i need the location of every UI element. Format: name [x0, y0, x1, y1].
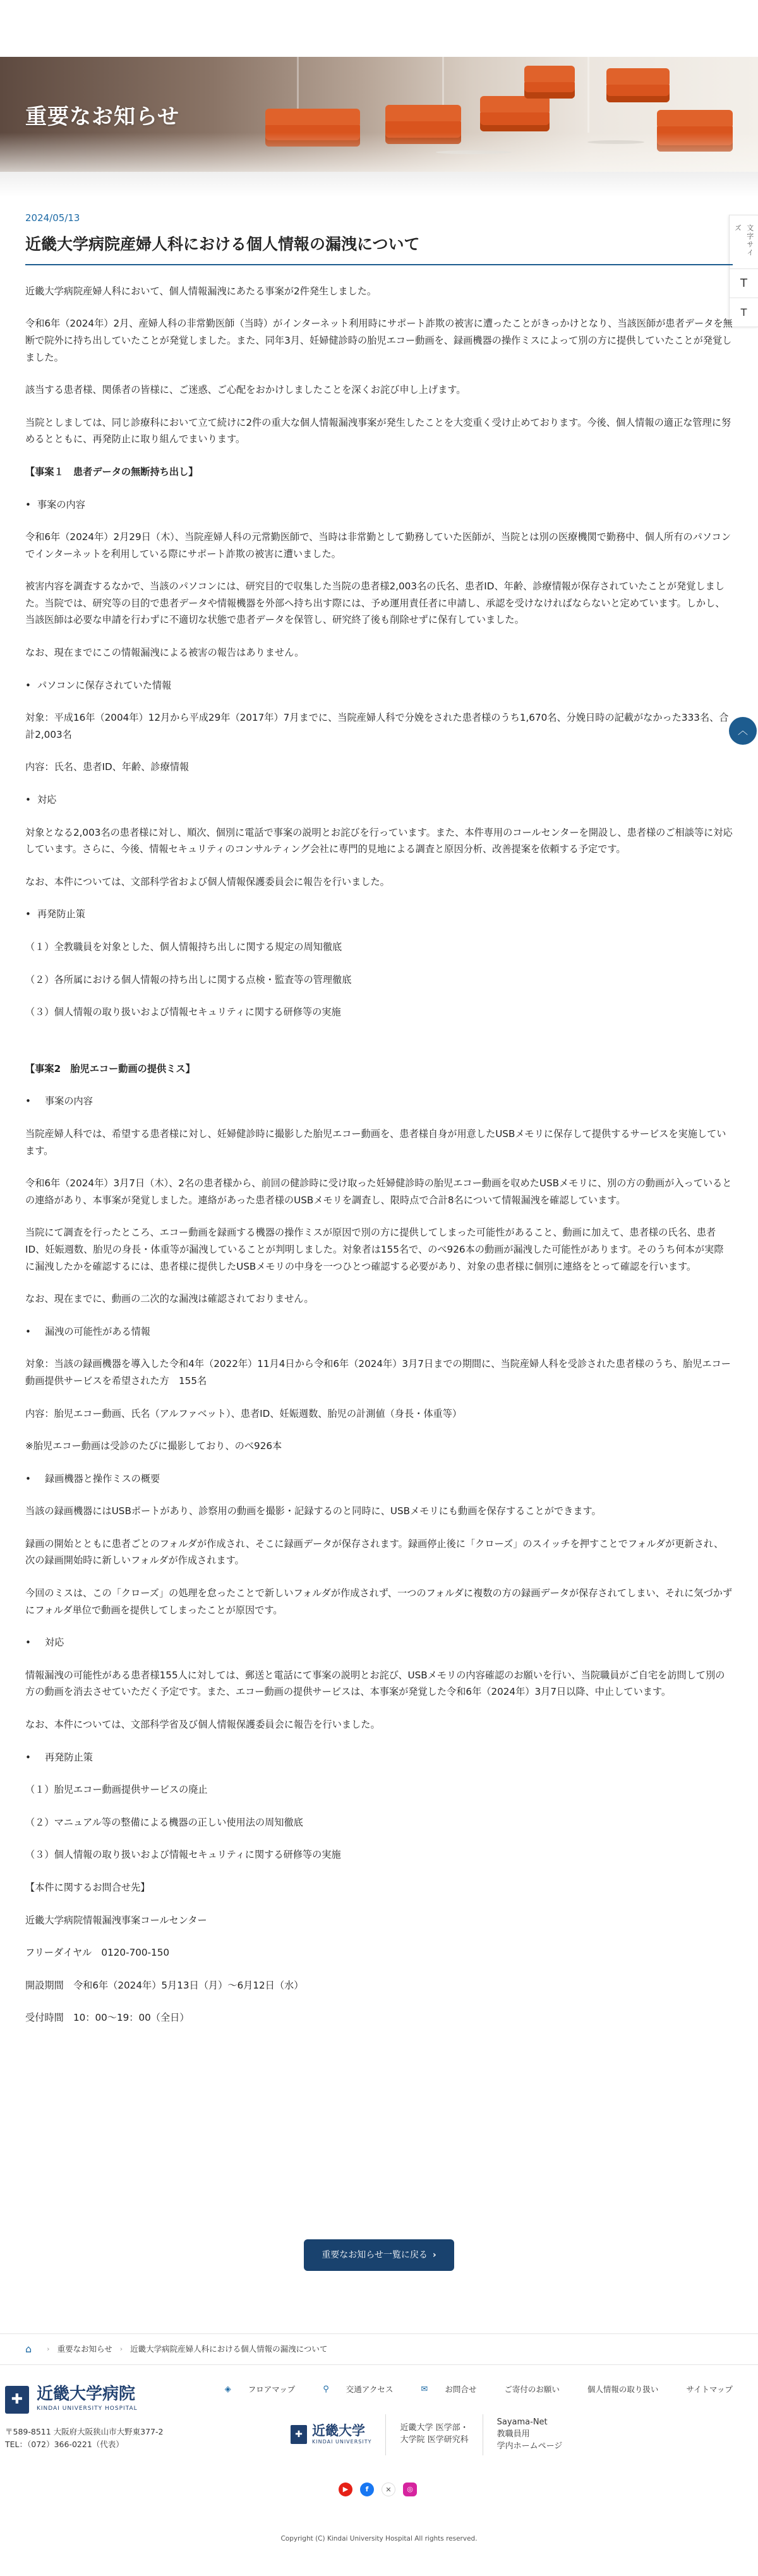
- article-paragraph: なお、本件については、文部科学省および個人情報保護委員会に報告を行いました。: [25, 876, 390, 888]
- home-icon[interactable]: ⌂: [25, 2343, 32, 2355]
- article-paragraph: 対象：平成16年（2004年）12月から平成29年（2017年）7月までに、当院産婦人科で分娩をされた患者様のうち1,670名、分娩日時の記載がなかった333名、合計2,003名: [25, 712, 729, 740]
- medical-school-line-2: 大学院 医学研究科: [400, 2435, 469, 2445]
- footer-logo-name: 近畿大学病院: [37, 2385, 136, 2404]
- page-title: 重要なお知らせ: [25, 104, 179, 129]
- article-paragraph: 受付時間 10：00～19：00（全日）: [25, 2012, 190, 2024]
- article-paragraph: 情報漏洩の可能性がある患者様155人に対しては、郵送と電話にて事案の説明とお詫び、USBメモリの内容確認のお願いを行い、当院職員がご自宅を訪問して別の方の動画を消去させていただく予定です。また、エコー動画の提供サービスは、本事案が発覚した令和6年（2024年）3月7日以降、中止しています。: [25, 1669, 725, 1698]
- kindai-banner-name: 近畿大学: [312, 2423, 365, 2438]
- hero-divider: [0, 172, 758, 197]
- article: [25, 210, 733, 2042]
- article-paragraph: なお、現在までに、動画の二次的な漏洩は確認されておりません。: [25, 1293, 314, 1305]
- article-paragraph: 当院産婦人科では、希望する患者様に対し、妊婦健診時に撮影した胎児エコー動画を、患者様自身が用意したUSBメモリに保存して提供するサービスを実施しています。: [25, 1128, 726, 1157]
- font-size-small-button[interactable]: T: [730, 298, 758, 327]
- breadcrumb-item-notices[interactable]: 重要なお知らせ: [57, 2344, 112, 2354]
- article-paragraph: 被害内容を調査するなかで、当該のパソコンには、研究目的で収集した当院の患者様2,003名の氏名、患者ID、年齢、診療情報が保存されていたことが発覚しました。当院では、研究等の目的で患者データや情報機器を外部へ持ち出す際には、予め運用責任者に申請し、承認を受けなければならないと定めています。しかし、当該医師は必要な申請を行わずに不適切な状態で患者データを保管し、研究終了後も削除せずに保有していました。: [25, 581, 725, 626]
- page-top-button[interactable]: [729, 717, 757, 745]
- bullet-heading: • 再発防止策: [25, 1749, 733, 1766]
- instagram-icon[interactable]: ◎: [403, 2483, 417, 2496]
- bullet-heading: • パソコンに保存されていた情報: [25, 677, 733, 694]
- article-paragraph: （３）個人情報の取り扱いおよび情報セキュリティに関する研修等の実施: [25, 1006, 341, 1018]
- location-icon: ⚲: [323, 2385, 329, 2394]
- article-paragraph: 内容：氏名、患者ID、年齢、診療情報: [25, 761, 190, 773]
- footer-logo[interactable]: [5, 2385, 138, 2414]
- article-paragraph: ※胎児エコー動画は受診のたびに撮影しており、のべ926本: [25, 1440, 282, 1452]
- youtube-icon[interactable]: ▶: [339, 2483, 352, 2496]
- section-gap: [25, 1037, 733, 1061]
- article-paragraph: 近畿大学病院産婦人科において、個人情報漏洩にあたる事案が2件発生しました。: [25, 285, 377, 297]
- article-body: [25, 283, 733, 2026]
- breadcrumb-separator: ›: [119, 2345, 123, 2354]
- article-title: 近畿大学病院産婦人科における個人情報の漏洩について: [25, 232, 733, 265]
- article-paragraph: （１）全教職員を対象とした、個人情報持ち出しに関する規定の周知徹底: [25, 941, 342, 953]
- kindai-emblem-icon: ✚: [291, 2425, 307, 2444]
- footer-nav-item[interactable]: [574, 2383, 659, 2397]
- article-paragraph: なお、本件については、文部科学省及び個人情報保護委員会に報告を行いました。: [25, 1719, 380, 1731]
- article-paragraph: 録画の開始とともに患者ごとのフォルダが作成され、そこに録画データが保存されます。録画停止後に「クローズ」のスイッチを押すことでフォルダが更新され、次の録画開始時に新しいフォルダが作成されます。: [25, 1538, 724, 1567]
- kindai-university-banner[interactable]: [286, 2414, 385, 2455]
- chevron-up-icon: ︿: [737, 725, 748, 737]
- article-paragraph: 対象：当該の録画機器を導入した令和4年（2022年）11月4日から令和6年（2024年）3月7日までの期間に、当院産婦人科を受診された患者様のうち、胎児エコー動画提供サービスを希望された方 155名: [25, 1358, 731, 1387]
- footer-logo-english: KINDAI UNIVERSITY HOSPITAL: [37, 2405, 138, 2412]
- kindai-banner-english: KINDAI UNIVERSITY: [312, 2439, 372, 2445]
- footer-nav-item[interactable]: [672, 2383, 733, 2397]
- back-to-list-button[interactable]: [304, 2239, 454, 2271]
- medical-school-line-1: 近畿大学 医学部・: [400, 2423, 469, 2433]
- footer-tel: TEL：（072）366-0221（代表）: [5, 2440, 124, 2449]
- article-paragraph: 該当する患者様、関係者の皆様に、ご迷惑、ご心配をおかけしましたことを深くお詫び申し上げます。: [25, 384, 466, 396]
- article-paragraph: 当院としましては、同じ診療科において立て続けに2件の重大な個人情報漏洩事案が発生したことを大変重く受け止めております。今後、個人情報の適正な管理に努めるとともに、再発防止に取り組んでまいります。: [25, 416, 731, 445]
- footer-nav-label: フロアマップ: [248, 2385, 296, 2395]
- bullet-heading: • 漏洩の可能性がある情報: [25, 1323, 733, 1340]
- mail-icon: ✉: [421, 2385, 428, 2394]
- article-paragraph: 今回のミスは、この「クローズ」の処理を怠ったことで新しいフォルダが作成されず、一つのフォルダに複数の方の録画データが保存されてしまい、それに気づかずにフォルダ単位で動画を提供してしまったことが原因です。: [25, 1587, 733, 1616]
- footer-address: 〒589-8511 大阪府大阪狭山市大野東377-2: [5, 2427, 164, 2436]
- footer-nav-label: 交通アクセス: [346, 2385, 394, 2395]
- footer-nav-item[interactable]: [211, 2383, 296, 2397]
- bullet-heading: • 対応: [25, 791, 733, 809]
- article-date: 2024/05/13: [25, 212, 80, 224]
- facebook-icon[interactable]: f: [360, 2483, 374, 2496]
- breadcrumb-item-current: 近畿大学病院産婦人科における個人情報の漏洩について: [130, 2344, 328, 2354]
- bullet-heading: • 再発防止策: [25, 906, 733, 923]
- article-paragraph: 令和6年（2024年）2月、産婦人科の非常勤医師（当時）がインターネット利用時にサポート詐欺の被害に遭ったことがきっかけとなり、当該医師が患者データを無断で院外に持ち出していたことが発覚しました。また、同年3月、妊婦健診時の胎児エコー動画を、録画機器の操作ミスによって別の方に提供していたことが発覚しました。: [25, 318, 733, 363]
- x-twitter-icon[interactable]: ✕: [382, 2483, 395, 2496]
- medical-school-banner[interactable]: [385, 2414, 482, 2455]
- article-paragraph: （３）個人情報の取り扱いおよび情報セキュリティに関する研修等の実施: [25, 1849, 341, 1861]
- hospital-emblem-icon: ✚: [5, 2386, 29, 2414]
- article-paragraph: 近畿大学病院情報漏洩事案コールセンター: [25, 1914, 207, 1926]
- footer-nav-item[interactable]: [490, 2383, 560, 2397]
- article-paragraph: フリーダイヤル 0120-700-150: [25, 1947, 170, 1959]
- sayama-net-line-2: 教職員用: [496, 2429, 530, 2439]
- footer-nav-item[interactable]: [309, 2383, 393, 2397]
- article-paragraph: 令和6年（2024年）2月29日（木）、当院産婦人科の元常勤医師で、当時は非常勤として勤務していた医師が、当院とは別の医療機関で勤務中、個人所有のパソコンでインターネットを利用している際にサポート詐欺の被害に遭いました。: [25, 531, 731, 560]
- sayama-net-line-3: 学内ホームページ: [496, 2441, 563, 2451]
- bullet-heading: • 対応: [25, 1634, 733, 1651]
- copyright: Copyright (C) Kindai University Hospital All rights reserved.: [280, 2535, 478, 2543]
- article-paragraph: （１）胎児エコー動画提供サービスの廃止: [25, 1784, 208, 1796]
- article-paragraph: 当院にて調査を行ったところ、エコー動画を録画する機器の操作ミスが原因で別の方に提供してしまった可能性があること、動画に加えて、患者様の氏名、患者ID、妊娠週数、胎児の身長・体重等が漏洩していることが判明しました。対象者は155名で、のべ926本の動画が漏洩した可能性があります。そのうち何本が実際に漏洩したかを確認するには、患者様に提供したUSBメモリの中身を一つひとつ確認する必要があり、対象の患者様に個別に連絡をとって確認を行います。: [25, 1227, 724, 1272]
- font-size-large-button[interactable]: T: [730, 268, 758, 298]
- sayama-net-line-1: Sayama-Net: [496, 2417, 548, 2427]
- font-size-label: 文字サイズ: [733, 224, 754, 257]
- article-paragraph: （２）マニュアル等の整備による機器の正しい使用法の周知徹底: [25, 1816, 303, 1828]
- footer-banners: [286, 2414, 576, 2455]
- floor-map-icon: ◈: [224, 2385, 231, 2394]
- article-paragraph: （２）各所属における個人情報の持ち出しに関する点検・監査等の管理徹底: [25, 973, 352, 985]
- footer-nav: [197, 2383, 733, 2397]
- hero-banner: [0, 57, 758, 172]
- social-links: [335, 2483, 421, 2496]
- bullet-heading: • 事案の内容: [25, 497, 733, 514]
- bullet-heading: • 録画機器と操作ミスの概要: [25, 1471, 733, 1488]
- section-heading: 【事案2 胎児エコー動画の提供ミス】: [25, 1062, 195, 1074]
- article-paragraph: 【本件に関するお問合せ先】: [25, 1882, 150, 1893]
- footer-address-block: [5, 2426, 163, 2451]
- article-paragraph: 対象となる2,003名の患者様に対し、順次、個別に電話で事案の説明とお詫びを行っています。また、本件専用のコールセンターを開設し、患者様のご相談等に対応しています。さらに、今後、情報セキュリティのコンサルティング会社に専門的見地による調査と原因分析、改善提案を依頼する予定です。: [25, 826, 733, 855]
- section-heading: 【事案１ 患者データの無断持ち出し】: [25, 466, 198, 478]
- article-paragraph: 開設期間 令和6年（2024年）5月13日（月）～6月12日（水）: [25, 1979, 304, 1991]
- footer-nav-item[interactable]: [407, 2383, 476, 2397]
- back-to-list-label: 重要なお知らせ一覧に戻る: [322, 2250, 428, 2260]
- chevron-right-icon: ›: [432, 2250, 436, 2260]
- footer-nav-label: 個人情報の取り扱い: [587, 2385, 659, 2395]
- footer-nav-label: お問合せ: [445, 2385, 477, 2395]
- footer-nav-label: サイトマップ: [686, 2385, 733, 2395]
- breadcrumb: [0, 2333, 758, 2365]
- breadcrumb-separator: ›: [47, 2345, 50, 2354]
- article-paragraph: なお、現在までにこの情報漏洩による被害の報告はありません。: [25, 647, 304, 659]
- article-paragraph: 当該の録画機器にはUSBポートがあり、診察用の動画を撮影・記録するのと同時に、USBメモリにも動画を保存することができます。: [25, 1505, 601, 1517]
- sayama-net-banner[interactable]: [483, 2414, 577, 2455]
- footer-nav-label: ご寄付のお願い: [504, 2385, 560, 2395]
- font-size-switcher: [729, 215, 758, 327]
- article-paragraph: 令和6年（2024年）3月7日（木）、2名の患者様から、前回の健診時に受け取った妊婦健診時の胎児エコー動画を収めたUSBメモリに、別の方の動画が入っているとの連絡があり、本事案が発覚しました。連絡があった患者様のUSBメモリを調査し、限時点で合計8名について情報漏洩を確認しています。: [25, 1177, 732, 1206]
- bullet-heading: • 事案の内容: [25, 1093, 733, 1110]
- article-paragraph: 内容：胎児エコー動画、氏名（アルファベット）、患者ID、妊娠週数、胎児の計測値（身長・体重等）: [25, 1407, 462, 1419]
